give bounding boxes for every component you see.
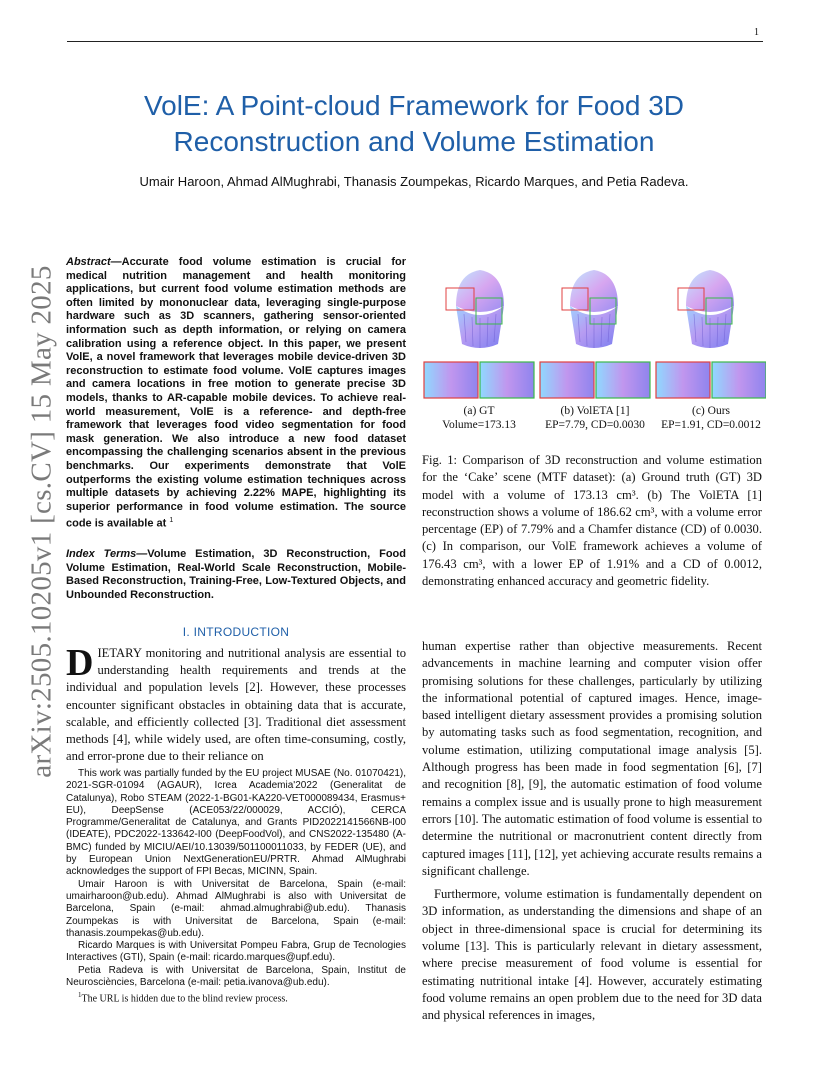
arxiv-stamp: arXiv:2505.10205v1 [cs.CV] 15 May 2025 <box>25 265 58 778</box>
footnote-affiliation-2: Ricardo Marques is with Universitat Pompeu Fabra, Grup de Tecnologies Interactives (GTI), Spain (e-mail: ricardo.marques@upf.edu). <box>66 940 406 964</box>
abstract <box>66 256 406 532</box>
paper-title <box>60 88 768 160</box>
footnote-affiliation-1: Umair Haroon is with Universitat de Barcelona, Spain (e-mail: umairharoon@ub.edu). Ahmad AlMughrabi is also with Universitat de Barcelona, Spain (e-mail: ahmad.almughrabi@ub.edu). Thanasis Zoumpekas is with Universitat de Barcelona, Spain (e-mail: thanasis.zoumpekas@ub.edu). <box>66 878 406 939</box>
footnote-url-mark: 1 <box>78 991 82 1000</box>
footnote-url-text: The URL is hidden due to the blind review process. <box>81 993 288 1005</box>
footnotes <box>66 768 406 1006</box>
footnote-url <box>66 989 406 1006</box>
subfigure-b-caption <box>536 404 654 432</box>
abstract-text: Accurate food volume estimation is crucial for medical nutrition management and health monitoring applications, but current food volume estimation methods are often limited by mononuclear data, leveraging single-purpose hardware such as 3D scanners, gathering sensor-oriented information such as depth information, or relying on camera calibration using a reference object. In this paper, we present VolE, a novel framework that leverages mobile device-driven 3D reconstruction to estimate food volume. VolE captures images and camera locations in free motion to generate precise 3D models, thanks to AR-capable mobile devices. To achieve real-world measurement, VolE is a reference- and depth-free framework that leverages food video segmentation for food mask generation. We also introduce a new food dataset encompassing the challenging scenarios absent in the previous benchmarks. Our experiments demonstrate that VolE outperforms the existing volume estimation techniques across multiple datasets by achieving 2.22% MAPE, highlighting its superior performance in food volume estimation. The source code is available at <box>66 256 406 530</box>
body-paragraph-2: Furthermore, volume estimation is fundamentally dependent on 3D information, as understanding the dimensions and shape of an object in three-dimensional space is crucial for determining its volume [13]. This is particularly relevant in dietary assessment, where precise measurement of food volume is essential for estimating nutritional intake [4]. However, accurately estimating food volume remains an open problem due to the need for 3D data and physical references in images, <box>422 887 762 1023</box>
drop-cap: D <box>66 642 94 684</box>
subfigure-c-value: EP=1.91, CD=0.0012 <box>661 419 761 431</box>
subfigure-c-label: (c) Ours <box>692 405 730 417</box>
cake-voleta-icon <box>562 270 618 348</box>
subfigure-a-label: (a) GT <box>463 405 495 417</box>
footnote-affiliation-3: Petia Radeva is with Universitat de Barcelona, Spain, Institut de Neurosciències, Barcelona (e-mail: petia.ivanova@ub.edu). <box>66 964 406 989</box>
figure-1-images <box>422 262 766 402</box>
author-list: Umair Haroon, Ahmad AlMughrabi, Thanasis Zoumpekas, Ricardo Marques, and Petia Radeva. <box>139 174 689 189</box>
subfigure-b-value: EP=7.79, CD=0.0030 <box>545 419 645 431</box>
title-line-2: Reconstruction and Volume Estimation <box>173 126 655 157</box>
zoom-crops <box>424 362 766 398</box>
index-terms <box>66 548 406 602</box>
body-paragraph-1: human expertise rather than objective measurements. Recent advancements in machine learning and computer vision offer promising solutions for these challenges, particularly by utilizing the informational potential of captured images. Hence, image-based intelligent dietary assessment provides a promising solution by automating tasks such as food segmentation, recognition, and volume estimation, utilizing computational image analysis [5]. Although progress has been made in food segmentation [6], [7] and recognition [8], [9], the automatic estimation of food volume remains a complex issue and is usually prone to high measurement errors [10]. The automatic estimation of food volume is essential to determine the nutritional or macronutrient content directly from captured images [11], [12], yet achieving accurate results remains a significant challenge. <box>422 639 762 878</box>
intro-paragraph <box>66 642 406 765</box>
intro-text: IETARY monitoring and nutritional analysis are essential to understanding health requirements and trends at the individual and population levels [2]. However, these processes encounter significant obstacles in obtaining data that is accurate, scalable, and efficiently collected [3]. Traditional diet assessment methods [4], while widely used, are often time-consuming, costly, and error-prone due to their reliance on <box>66 646 406 764</box>
subfigure-a-value: Volume=173.13 <box>442 419 516 431</box>
abstract-footnote-mark: 1 <box>169 517 174 525</box>
header-rule <box>67 41 763 42</box>
figure-caption: Fig. 1: Comparison of 3D reconstruction and volume estimation for the ‘Cake’ scene (MTF dataset): (a) Ground truth (GT) 3D model with a volume of 173.13 cm³. (b) The VolETA [1] reconstruction shows a volume of 186.62 cm³, with a volume error percentage (EP) of 7.79% and a Chamfer distance (CD) of 0.0030. (c) In comparison, our VolE framework achieves a volume of 176.43 cm³, with a lower EP of 1.91% and a CD of 0.0012, demonstrating enhanced accuracy and geometric fidelity. <box>422 453 762 589</box>
subfigure-a-caption <box>422 404 536 432</box>
index-terms-text: Volume Estimation, 3D Reconstruction, Food Volume Estimation, Real-World Scale Reconstruction, Mobile-Based Reconstruction, Training-Free, Low-Textured Objects, and Unbounded Reconstruction. <box>66 548 406 601</box>
subfigure-c-caption <box>654 404 768 432</box>
figure-1 <box>422 262 766 432</box>
right-column-body <box>422 638 762 1025</box>
abstract-lead: Abstract— <box>66 256 122 268</box>
subfigure-b-label: (b) VolETA [1] <box>560 405 630 417</box>
cake-ours-icon <box>678 270 734 348</box>
section-heading: I. INTRODUCTION <box>182 625 290 639</box>
title-line-1: VolE: A Point-cloud Framework for Food 3D <box>143 90 685 121</box>
cake-gt-icon <box>446 270 504 348</box>
page-number: 1 <box>754 27 759 38</box>
index-terms-lead: Index Terms— <box>66 548 148 560</box>
footnote-funding: This work was partially funded by the EU project MUSAE (No. 01070421), 2021-SGR-01094 (AGAUR), Icrea Academia'2022 (Generalitat de Catalunya), Robo STEAM (2022-1-BG01-KA220-VET000089434, Erasmus+ EU), DeepSense (ACE053/22/000029, ACCIÓ), CERCA Programme/Generalitat de Catalunya, and Grants PID2022141566NB-I00 (IDEATE), PDC2022-133642-I00 (DeepFoodVol), and CNS2022-135480 (A-BMC) funded by MICIU/AEI/10.13039/501100011033, by FEDER (UE), and by European Union NextGenerationEU/PRTR. Ahmad AlMughrabi acknowledges the support of FPI Becas, MICINN, Spain. <box>66 768 406 878</box>
